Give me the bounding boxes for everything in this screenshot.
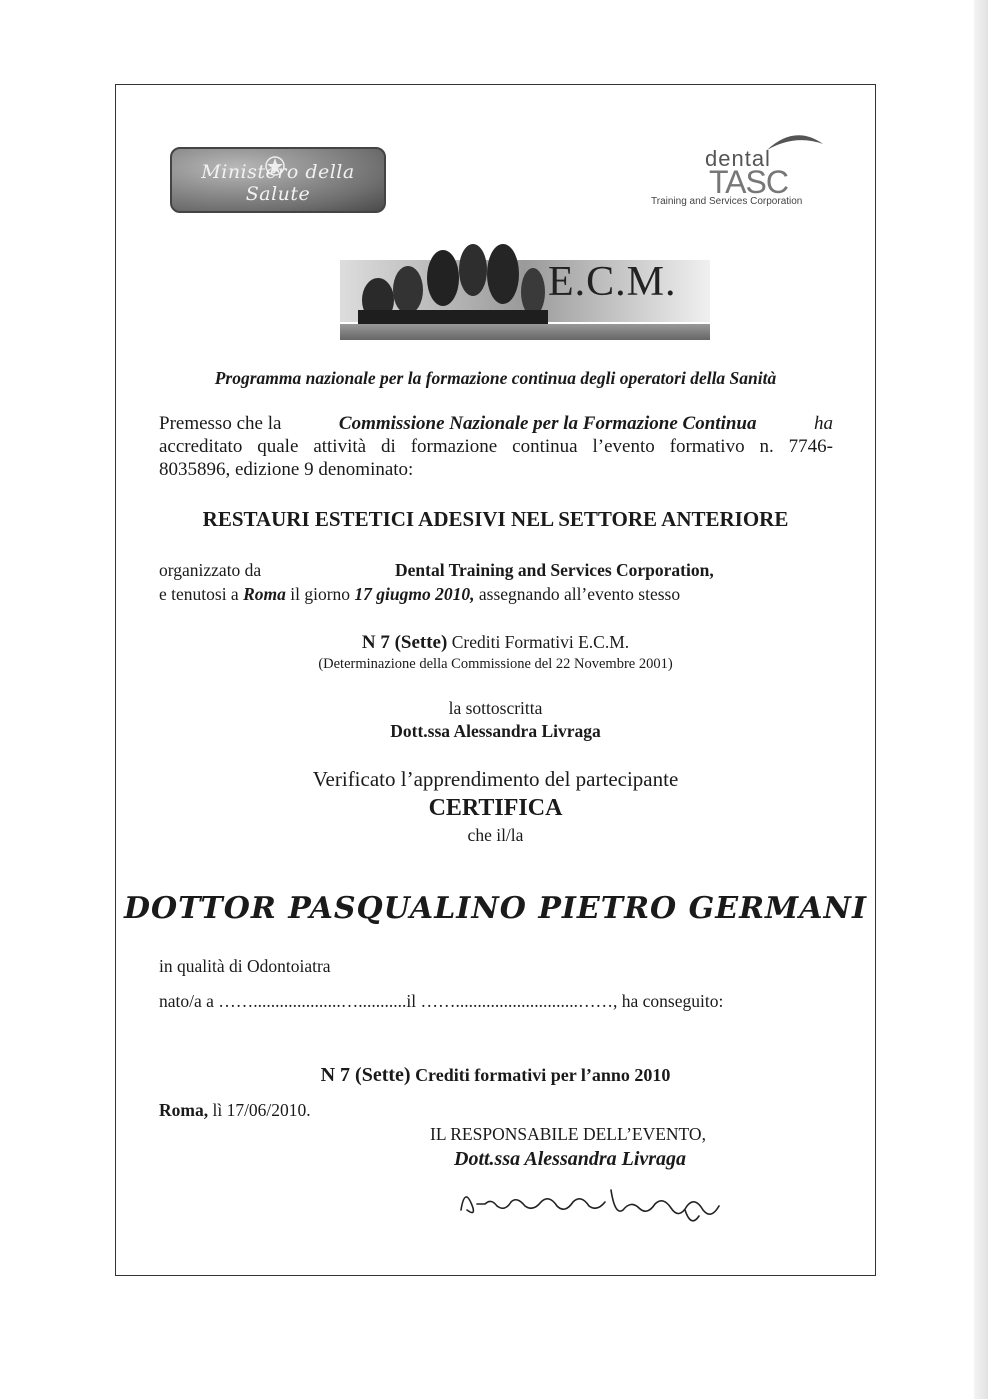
responsible-title: IL RESPONSABILE DELL’EVENTO,	[430, 1124, 706, 1144]
city: Roma	[243, 584, 286, 604]
verified-line: Verificato l’apprendimento del partecipante	[312, 767, 679, 791]
people-photo-icon	[348, 240, 548, 324]
signature-icon	[455, 1180, 735, 1230]
responsible-name: Dott.ssa Alessandra Livraga	[454, 1148, 687, 1170]
event-title: RESTAURI ESTETICI ADESIVI NEL SETTORE ANTERIORE	[202, 507, 789, 531]
premise-line-1: Premesso che la Commissione Nazionale per la Formazione Continua ha	[159, 413, 833, 434]
birth-line: nato/a a ……....................…...........il ……............................……, ha conseguito:	[159, 991, 724, 1011]
determination-line: (Determinazione della Commissione del 22 Novembre 2001)	[318, 656, 673, 672]
ecm-label: E.C.M.	[548, 259, 677, 305]
ministero-salute-logo	[170, 147, 386, 213]
premise-paragraph	[159, 412, 833, 481]
organizer-label: organizzato da	[159, 560, 262, 580]
tasc-wordmark: TASC	[709, 164, 788, 200]
swoosh-icon	[765, 130, 825, 154]
place-date: Roma, lì 17/06/2010.	[159, 1100, 311, 1120]
credits-line: N 7 (Sette) Crediti Formativi E.C.M.	[361, 632, 630, 653]
premise-line-3: 8035896, edizione 9 denominato:	[159, 459, 414, 480]
signer-intro-name: Dott.ssa Alessandra Livraga	[390, 721, 601, 741]
tasc-tagline: Training and Services Corporation	[651, 196, 803, 207]
ministero-wordmark: Ministero della Salute	[201, 161, 355, 205]
held-line: e tenutosi a Roma il giorno 17 giugmo 2010, assegnando all’evento stesso	[159, 584, 681, 604]
commission-name: Commissione Nazionale per la Formazione Continua	[338, 413, 757, 434]
program-title: Programma nazionale per la formazione continua degli operatori della Sanità	[214, 368, 777, 388]
premise-line-2: accreditato quale attività di formazione continua l’evento formativo n. 7746-	[159, 436, 833, 457]
dental-tasc-logo	[645, 130, 825, 212]
scan-edge	[974, 0, 988, 1399]
certifica-word: CERTIFICA	[428, 795, 563, 821]
role-line: in qualità di Odontoiatra	[159, 956, 331, 976]
che-il-la: che il/la	[467, 825, 524, 845]
dental-wordmark: dental	[705, 146, 771, 171]
final-credits-line: N 7 (Sette) Crediti formativi per l’anno 2010	[320, 1064, 671, 1086]
ecm-banner	[340, 240, 710, 342]
event-date: 17 giugmo 2010,	[354, 584, 475, 604]
signer-intro-label: la sottoscritta	[448, 698, 543, 718]
participant-name: DOTTOR PASQUALINO PIETRO GERMANI	[124, 891, 867, 926]
organizer-name: Dental Training and Services Corporation,	[395, 560, 714, 580]
